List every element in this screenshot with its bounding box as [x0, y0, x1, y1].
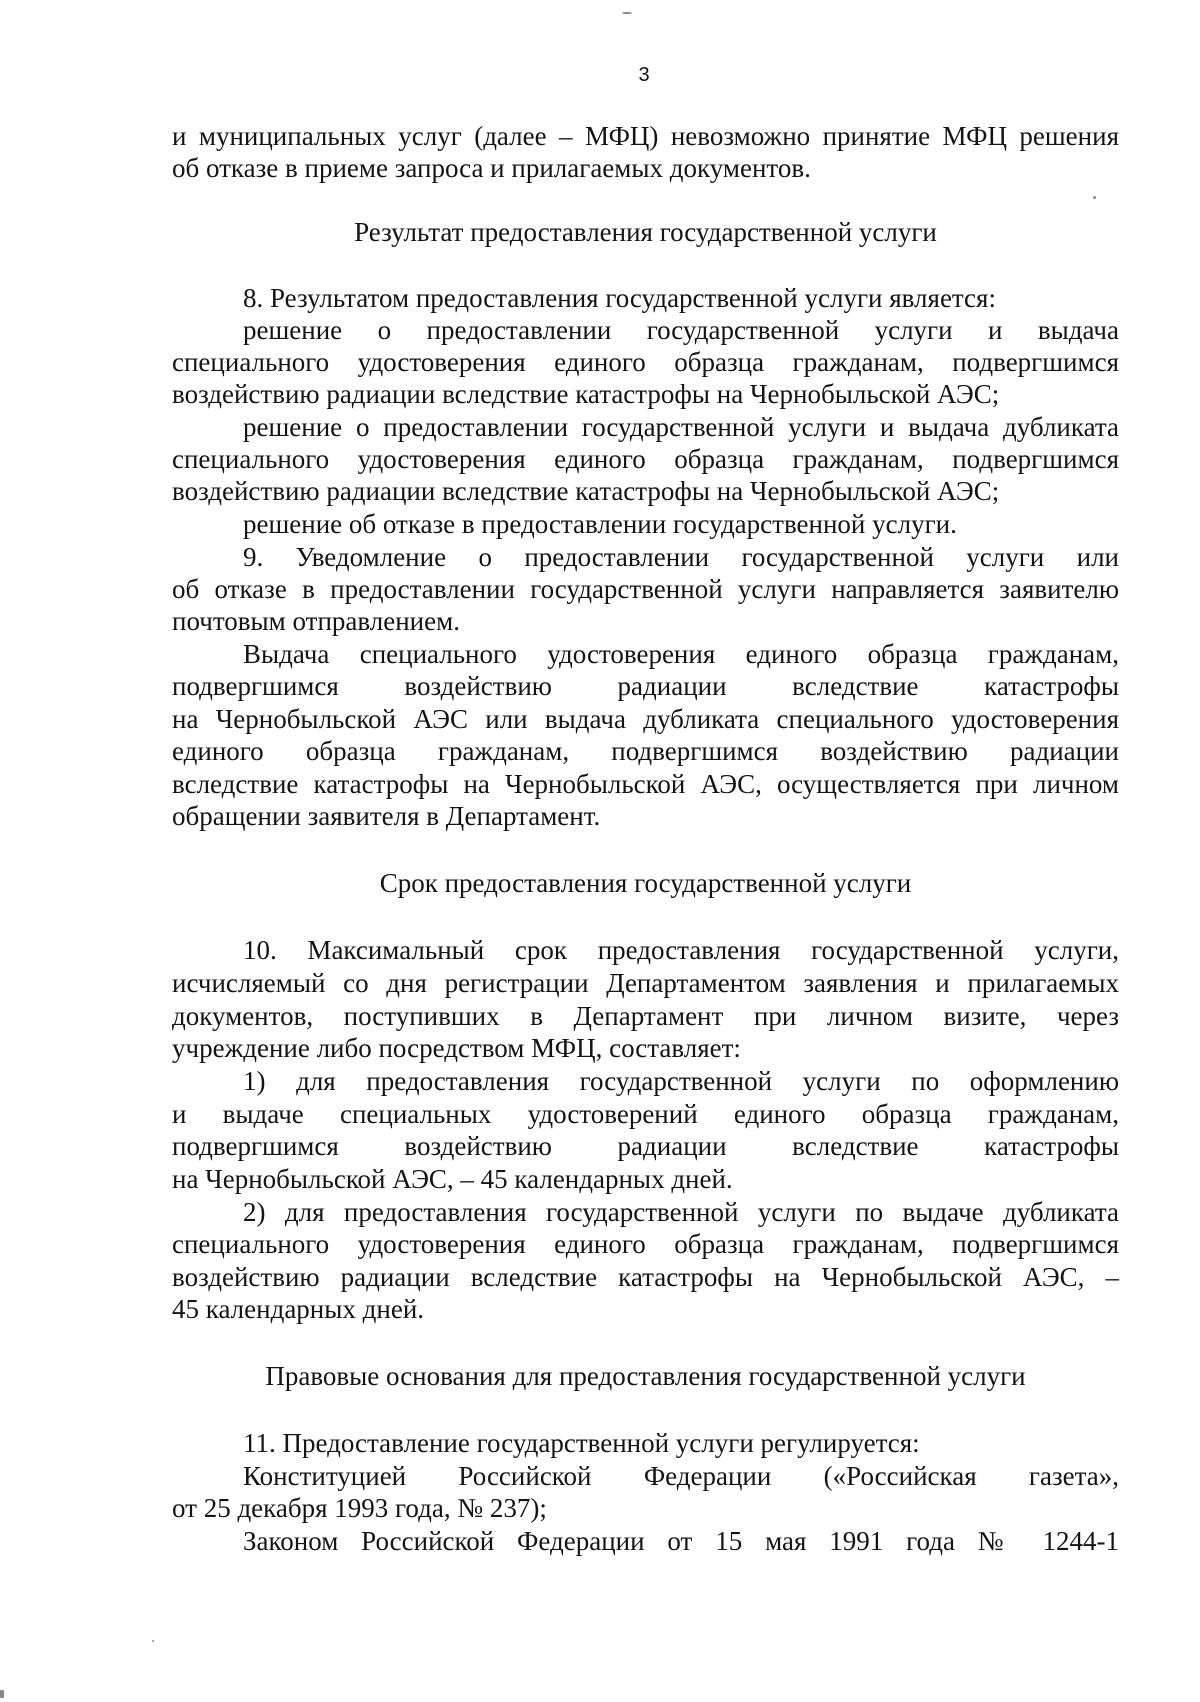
text-line: специального удостоверения единого образца гражданам, подвергшимся: [172, 347, 1119, 377]
text-line: решение об отказе в предоставлении государственной услуги.: [243, 509, 957, 539]
page-number: 3: [638, 64, 650, 86]
text-line: специального удостоверения единого образца гражданам, подвергшимся: [172, 1229, 1119, 1259]
text-line: 1) для предоставления государственной услуги по оформлению: [243, 1066, 1119, 1096]
section-heading: Правовые основания для предоставления государственной услуги: [265, 1361, 1026, 1391]
text-line: воздействию радиации вследствие катастрофы на Чернобыльской АЭС;: [172, 379, 1000, 409]
text-line: почтовым отправлением.: [172, 606, 460, 636]
text-line: 11. Предоставление государственной услуги регулируется:: [243, 1428, 920, 1458]
text-line: об отказе в приеме запроса и прилагаемых документов.: [172, 153, 811, 183]
text-line: об отказе в предоставлении государственной услуги направляется заявителю: [172, 574, 1119, 604]
text-line: и выдаче специальных удостоверений единого образца гражданам,: [172, 1099, 1119, 1129]
text-line: воздействию радиации вследствие катастрофы на Чернобыльской АЭС;: [172, 476, 1000, 506]
scan-speck: [152, 1640, 154, 1642]
text-line: воздействию радиации вследствие катастрофы на Чернобыльской АЭС, –: [172, 1262, 1119, 1292]
text-line: на Чернобыльской АЭС, – 45 календарных дней.: [172, 1164, 733, 1194]
section-heading: Результат предоставления государственной услуги: [354, 217, 937, 247]
text-line: от 25 декабря 1993 года, № 237);: [172, 1493, 547, 1523]
text-line: 8. Результатом предоставления государственной услуги является:: [243, 283, 996, 313]
scan-speck: [622, 12, 632, 14]
text-line: исчисляемый со дня регистрации Департаментом заявления и прилагаемых: [172, 968, 1119, 998]
text-line: специального удостоверения единого образца гражданам, подвергшимся: [172, 444, 1119, 474]
text-line: 45 календарных дней.: [172, 1294, 425, 1324]
text-line: 9. Уведомление о предоставлении государственной услуги или: [243, 542, 1119, 572]
scan-speck: [1093, 196, 1096, 199]
text-line: подвергшимся воздействию радиации вследствие катастрофы: [172, 671, 1119, 701]
text-line: на Чернобыльской АЭС или выдача дубликата специального удостоверения: [172, 704, 1119, 734]
text-line: 10. Максимальный срок предоставления государственной услуги,: [243, 935, 1119, 965]
text-line: Законом Российской Федерации от 15 мая 1991 года № 1244-1: [243, 1526, 1119, 1556]
text-line: и муниципальных услуг (далее – МФЦ) невозможно принятие МФЦ решения: [172, 121, 1119, 151]
scan-speck: [0, 1690, 4, 1698]
text-line: обращении заявителя в Департамент.: [172, 801, 601, 831]
text-line: учреждение либо посредством МФЦ, составляет:: [172, 1033, 741, 1063]
text-line: вследствие катастрофы на Чернобыльской АЭС, осуществляется при личном: [172, 769, 1119, 799]
text-line: решение о предоставлении государственной услуги и выдача: [243, 315, 1119, 345]
text-line: документов, поступивших в Департамент при личном визите, через: [172, 1001, 1119, 1031]
text-line: подвергшимся воздействию радиации вследствие катастрофы: [172, 1131, 1119, 1161]
text-line: 2) для предоставления государственной услуги по выдаче дубликата: [243, 1197, 1119, 1227]
text-line: Конституцией Российской Федерации («Российская газета»,: [243, 1461, 1119, 1491]
text-line: Выдача специального удостоверения единого образца гражданам,: [243, 639, 1119, 669]
text-line: единого образца гражданам, подвергшимся воздействию радиации: [172, 736, 1119, 766]
section-heading: Срок предоставления государственной услуги: [379, 868, 912, 898]
text-line: решение о предоставлении государственной услуги и выдача дубликата: [243, 412, 1119, 442]
